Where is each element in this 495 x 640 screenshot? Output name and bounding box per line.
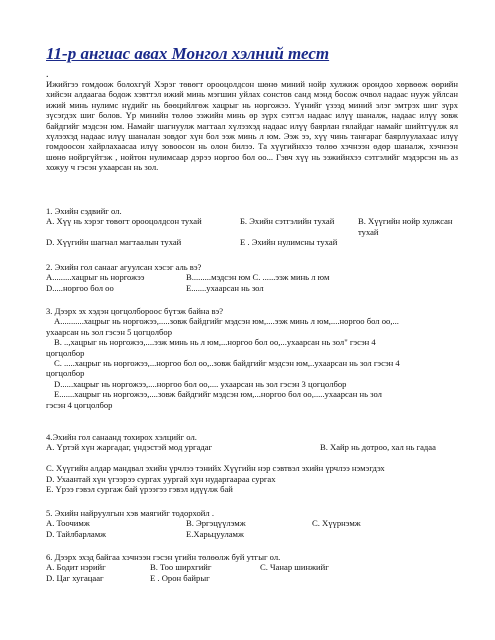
option-a: A.........хацрыг нь норгожээ (46, 272, 145, 283)
question-4 (46, 432, 466, 494)
option-c: С. Чанар шинжийг (260, 562, 329, 573)
option-d: D. Хүүгийн шагнал магтаалын тухай (46, 237, 182, 248)
question-text: 1. Эхийн сэдвийг ол. (46, 206, 122, 216)
option-a-cont: ухаарсан нь зол гэсэн 5 цогцолбор (46, 326, 172, 337)
option-e: E.......хацрыг нь норгожээ,....зовж байдгийг мэдсэн юм,...норгоо бол оо,.....ухаарсан нь зол (54, 389, 382, 400)
option-b: Б. Эхийн сэтгэлийн тухай (240, 216, 335, 227)
option-b: B. Хайр нь дотроо, хал нь гадаа (320, 442, 436, 453)
option-b: В. Эргэцүүлэмж (186, 518, 246, 529)
option-d: D. Тайлбарламж (46, 528, 107, 539)
question-6 (46, 552, 466, 583)
question-2 (46, 262, 466, 293)
option-c: С. Хүүрнэмж (312, 518, 361, 529)
reading-passage: Ижийгээ гомдоож болохгүй Хэрэг төвөгт орооцолдсон шөнө миний нойр хулжиж орондоо хөрвөөж өөрийн хийсэн алдаагаа бодож хэвттэл ижий минь мэгшин уйлах сонстов санд мэнд босож очвол надаас нууж уйлсан ижий минь нулимс нүдийг нь бөөцийлгөж хацрыг нь норгожээ. Үүнийг үзээд миний элэг эмтрэх шиг зүрх зүсэгдэх шиг болов. Үр минийн төлөө ээжийн минь өр зүрх сэтгэл надаас илүү шаналж, надаас илүү зовж байдгийг мэдсэн юм. Намайг шагнуулж магтаал хүлээхэд надаас илүү баярлан гялайдаг намайг шийтгүүлж ял хүлээхэд надаас илүү шаналан зовдог хүн бол ээж минь л юм. Ээж ээ, хүү чинь тангараг баярлуулахаас илүү гомдоосон хайрлахаасаа илүү зовоосон нь олон билээ. Та хүүгийнхээ төлөө хэчнээн өдөр шаналж, хэчнээн шөнө нойргүйтэж , нойтон нулимсаар дэрээ норгоо бол оо... Гэвч хүү нь ээжийнхээ сэтгэлийг мэдэрсэн нь аз хожуу ч гэсэн ухаарсан нь зол. (46, 79, 458, 173)
question-text: 3. Дээрх эх хэдэн цогцолбороос бүтэж байна вэ? (46, 306, 224, 316)
option-e: E. Үрээ гэвэл сургаж бай үрээгээ гэвэл идүүлж бай (46, 483, 233, 494)
option-wrap-spacer (46, 227, 466, 237)
option-c-cont: цогцолбор (46, 368, 85, 379)
option-e: Е.Харьцууламж (186, 528, 244, 539)
option-b: B. ..,хацрыг нь норгожээ,....ээж минь нь л юм,...норгоо бол оо,...ухаарсан нь зол" гэсэн 4 (54, 337, 376, 348)
option-a: A...........хацрыг нь норгожээ,.....зовж байдгийг мэдсэн юм,....ээж минь л юм,....норгоо бол оо,... (54, 316, 399, 327)
option-c: В. Хүүгийн нойр хулжсан тухай (358, 216, 453, 237)
option-e: Е . Орон байрыг (150, 572, 210, 583)
option-d: D.....норгоо бол оо (46, 282, 114, 293)
option-c: C. Хүүгийн алдар мандвал эхийн үрчлээ тэнийх Хүүгийн нэр сэвтвэл эхийн үрчлээ нэмэгдэх (46, 463, 385, 474)
option-wrap-spacer (46, 453, 466, 463)
option-a: A. Хүү нь хэрэг төвөгт орооцолдсон тухай (46, 216, 202, 227)
question-5 (46, 508, 466, 539)
option-a: А. Тоочимж (46, 518, 90, 529)
option-e-cont: гэсэн 4 цогцолбор (46, 399, 113, 410)
option-d: D. Цаг хугацааг (46, 572, 104, 583)
stray-dot: . (46, 69, 49, 80)
option-d: D......хацрыг нь норгожээ,....норгоо бол оо,.... ухаарсан нь зол гэсэн 3 цогцолбор (54, 378, 347, 389)
option-b: B. Тоо ширхгийг (150, 562, 212, 573)
question-1 (46, 206, 466, 248)
option-b-cont: цогцолбор (46, 347, 85, 358)
option-a: A. Үртэй хүн жаргадаг, үндэстэй мод ургадаг (46, 442, 213, 453)
question-text: 2. Эхийн гол санааг агуулсан хэсэг аль вэ? (46, 262, 202, 272)
test-title: 11-р ангиас авах Монгол хэлний тест (46, 44, 330, 63)
option-e: E.......ухаарсан нь зол (186, 282, 264, 293)
option-e: Е . Эхийн нулимсны тухай (240, 237, 338, 248)
option-a: A. Бодит нэрийг (46, 562, 106, 573)
question-3 (46, 306, 476, 410)
question-text: 5. Эхийн найруулгын хэв маягийг тодорхойл . (46, 508, 214, 518)
question-text: 6. Дээрх эхэд байгаа хэчнээн гэсэн үгийн төлөөлж буй утгыг ол. (46, 552, 281, 562)
question-text: 4.Эхийн гол санаанд тохирох хэлцийг ол. (46, 432, 197, 442)
option-d: D. Ухаантай хүн үгээрээ сургах уургай хүн нударгаараа сургах (46, 473, 276, 484)
option-b: В.........мэдсэн юм С. ......ээж минь л юм (186, 272, 330, 283)
option-c: C. .....хацрыг нь норгожээ,...норгоо бол оо,..зовж байдгийг мэдсэн юм,..ухаарсан нь зол гэсэн 4 (54, 357, 400, 368)
